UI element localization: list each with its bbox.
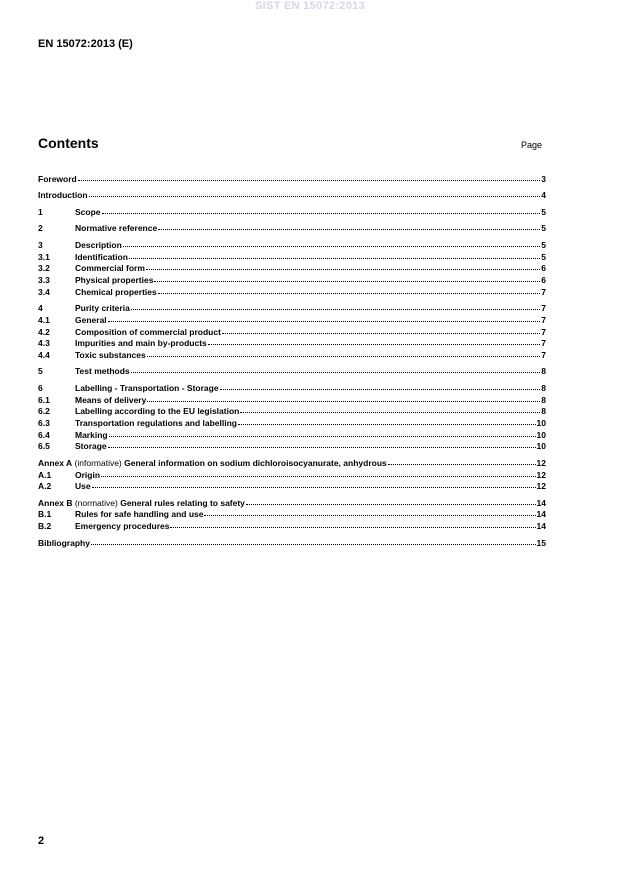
toc-entry-title: Storage bbox=[75, 441, 107, 452]
toc-entry-page: 10 bbox=[536, 417, 546, 428]
toc-dot-leader bbox=[123, 244, 541, 247]
toc-entry[interactable] bbox=[38, 327, 546, 339]
toc-dot-leader bbox=[220, 387, 541, 390]
toc-annex-status: (normative) bbox=[72, 497, 121, 508]
toc-entry[interactable] bbox=[38, 287, 546, 299]
watermark: SIST EN 15072:2013 bbox=[255, 0, 365, 12]
toc-entry[interactable] bbox=[38, 252, 546, 264]
toc-dot-leader bbox=[108, 319, 541, 322]
toc-entry[interactable] bbox=[38, 395, 546, 407]
toc-entry-number: 3.3 bbox=[38, 275, 50, 285]
toc-entry-title: Description bbox=[75, 239, 122, 250]
toc-entry-title bbox=[38, 458, 387, 470]
toc-dot-leader bbox=[222, 331, 540, 334]
toc-entry-number: 6.4 bbox=[38, 429, 50, 440]
toc-dot-leader bbox=[158, 227, 540, 230]
toc-dot-leader bbox=[238, 422, 536, 425]
toc-entry-number: 6.5 bbox=[38, 441, 50, 452]
toc-entry[interactable] bbox=[38, 521, 546, 533]
toc-entry-page: 7 bbox=[541, 349, 546, 360]
toc-entry-page: 14 bbox=[536, 521, 546, 532]
toc-entry-number: 6 bbox=[38, 382, 43, 393]
toc-dot-leader bbox=[158, 291, 541, 294]
toc-dot-leader bbox=[246, 502, 536, 505]
toc-entry[interactable] bbox=[38, 338, 546, 350]
toc-entry-page: 10 bbox=[536, 429, 546, 440]
toc-entry[interactable] bbox=[38, 263, 546, 275]
page-column-label: Page bbox=[521, 140, 543, 150]
toc-dot-leader bbox=[147, 354, 541, 357]
toc-entry-number: 3.4 bbox=[38, 286, 50, 297]
toc-entry[interactable] bbox=[38, 240, 546, 252]
toc-entry[interactable] bbox=[38, 303, 546, 315]
toc-entry-page: 10 bbox=[536, 441, 546, 452]
toc-entry-title: Impurities and main by-products bbox=[75, 338, 207, 349]
toc-dot-leader bbox=[146, 267, 540, 270]
toc-entry-page: 5 bbox=[541, 239, 546, 250]
toc-entry-number: 6.3 bbox=[38, 417, 50, 428]
toc-dot-leader bbox=[170, 525, 535, 528]
toc-entry-number: A.1 bbox=[38, 469, 52, 480]
toc-entry-page: 5 bbox=[541, 223, 546, 234]
toc-entry-title: Identification bbox=[75, 251, 128, 262]
toc-entry-page: 6 bbox=[541, 263, 546, 274]
toc-entry-number: 2 bbox=[38, 223, 43, 234]
toc-entry-title: Use bbox=[75, 481, 91, 492]
toc-entry[interactable] bbox=[38, 315, 546, 327]
toc-entry[interactable] bbox=[38, 418, 546, 430]
toc-entry[interactable] bbox=[38, 366, 546, 378]
toc-annex-label: Annex A bbox=[38, 457, 73, 468]
toc-dot-leader bbox=[154, 279, 540, 282]
toc-entry-number: A.2 bbox=[38, 481, 52, 492]
toc-entry-page: 5 bbox=[541, 206, 546, 217]
toc-entry[interactable] bbox=[38, 509, 546, 521]
toc-entry-title: Introduction bbox=[38, 190, 88, 201]
toc-dot-leader bbox=[91, 542, 536, 545]
toc-dot-leader bbox=[101, 474, 536, 477]
toc-dot-leader bbox=[102, 211, 541, 214]
toc-entry-title: Rules for safe handling and use bbox=[75, 509, 204, 520]
toc-dot-leader bbox=[109, 434, 536, 437]
toc-entry-page: 3 bbox=[541, 174, 546, 184]
toc-entry-page: 7 bbox=[541, 286, 546, 297]
toc-entry-number: 3.1 bbox=[38, 251, 50, 262]
toc-entry-number: 4 bbox=[38, 303, 43, 314]
toc-dot-leader bbox=[131, 307, 540, 310]
toc-entry[interactable] bbox=[38, 538, 546, 550]
toc-entry[interactable] bbox=[38, 174, 546, 186]
toc-entry-number: 4.3 bbox=[38, 338, 50, 349]
toc-entry-title: Commercial form bbox=[75, 263, 145, 274]
toc-entry[interactable] bbox=[38, 470, 546, 482]
toc-entry-page: 7 bbox=[541, 303, 546, 314]
toc-entry-page: 6 bbox=[541, 275, 546, 285]
toc-entry[interactable] bbox=[38, 481, 546, 493]
toc-dot-leader bbox=[89, 194, 541, 197]
toc-entry-page: 7 bbox=[541, 314, 546, 325]
toc-entry-number: 5 bbox=[38, 366, 43, 377]
toc-entry-title bbox=[38, 498, 245, 510]
toc-entry[interactable] bbox=[38, 207, 546, 219]
toc-entry-page: 8 bbox=[541, 394, 546, 405]
toc-entry-title: Toxic substances bbox=[75, 349, 146, 360]
toc-annex-label: Annex B bbox=[38, 497, 73, 508]
toc-entry-page: 12 bbox=[536, 481, 546, 492]
toc-annex-title: General information on sodium dichloroisocyanurate, anhydrous bbox=[124, 457, 387, 468]
toc-entry-number: 3 bbox=[38, 239, 43, 250]
toc-entry-title: Composition of commercial product bbox=[75, 326, 221, 337]
toc-entry-number: 3.2 bbox=[38, 263, 50, 274]
toc-entry-page: 14 bbox=[536, 497, 546, 508]
document-id: EN 15072:2013 (E) bbox=[38, 38, 133, 50]
toc-entry-page: 7 bbox=[541, 338, 546, 349]
toc-entry-title: Chemical properties bbox=[75, 286, 157, 297]
toc-entry-number: 4.4 bbox=[38, 349, 50, 360]
toc-entry[interactable] bbox=[38, 498, 546, 510]
toc-entry-page: 8 bbox=[541, 382, 546, 393]
toc-entry-title: General bbox=[75, 314, 107, 325]
toc-annex-status: (informative) bbox=[72, 457, 125, 468]
toc-entry-title: Bibliography bbox=[38, 537, 90, 548]
page-number: 2 bbox=[38, 835, 45, 847]
toc-dot-leader bbox=[208, 342, 540, 345]
toc-entry-number: 4.1 bbox=[38, 314, 50, 325]
toc-entry-title: Test methods bbox=[75, 366, 130, 377]
toc-entry-page: 5 bbox=[541, 251, 546, 262]
toc-entry[interactable] bbox=[38, 190, 546, 202]
toc-entry-page: 15 bbox=[536, 537, 546, 548]
toc-entry-title: Means of delivery bbox=[75, 394, 147, 405]
toc-entry-page: 4 bbox=[541, 190, 546, 201]
toc-entry[interactable] bbox=[38, 275, 546, 287]
toc-entry[interactable] bbox=[38, 441, 546, 453]
toc-dot-leader bbox=[240, 410, 540, 413]
table-of-contents bbox=[38, 174, 546, 549]
toc-entry-title: Labelling according to the EU legislation bbox=[75, 406, 240, 417]
toc-entry-title: Normative reference bbox=[75, 223, 158, 234]
toc-entry[interactable] bbox=[38, 350, 546, 362]
toc-annex-title: General rules relating to safety bbox=[120, 497, 245, 508]
toc-dot-leader bbox=[388, 462, 536, 465]
contents-heading: Contents bbox=[38, 135, 99, 151]
toc-entry[interactable] bbox=[38, 406, 546, 418]
toc-entry-page: 8 bbox=[541, 366, 546, 377]
toc-entry-page: 14 bbox=[536, 509, 546, 520]
toc-entry-number: B.1 bbox=[38, 509, 52, 520]
toc-dot-leader bbox=[131, 370, 541, 373]
toc-dot-leader bbox=[147, 399, 540, 402]
toc-entry-number: 6.2 bbox=[38, 406, 50, 417]
toc-entry[interactable] bbox=[38, 458, 546, 470]
toc-entry-title: Marking bbox=[75, 429, 108, 440]
toc-entry-number: 1 bbox=[38, 206, 43, 217]
toc-entry-title: Labelling - Transportation - Storage bbox=[75, 382, 219, 393]
toc-entry-title: Origin bbox=[75, 469, 101, 480]
toc-entry-title: Scope bbox=[75, 206, 101, 217]
toc-entry[interactable] bbox=[38, 223, 546, 235]
toc-dot-leader bbox=[129, 256, 540, 259]
toc-entry-page: 8 bbox=[541, 406, 546, 417]
toc-entry-title: Foreword bbox=[38, 174, 77, 184]
toc-entry-title: Emergency procedures bbox=[75, 521, 170, 532]
toc-entry-page: 12 bbox=[536, 457, 546, 468]
toc-dot-leader bbox=[108, 445, 536, 448]
toc-dot-leader bbox=[92, 485, 536, 488]
toc-entry-title: Purity criteria bbox=[75, 303, 130, 314]
toc-entry-number: 6.1 bbox=[38, 394, 50, 405]
toc-dot-leader bbox=[78, 178, 541, 181]
toc-entry-title: Physical properties bbox=[75, 275, 154, 285]
toc-entry-page: 12 bbox=[536, 469, 546, 480]
toc-entry-title: Transportation regulations and labelling bbox=[75, 417, 237, 428]
toc-entry-page: 7 bbox=[541, 326, 546, 337]
toc-entry[interactable] bbox=[38, 383, 546, 395]
toc-entry[interactable] bbox=[38, 430, 546, 442]
toc-dot-leader bbox=[204, 513, 535, 516]
toc-entry-number: B.2 bbox=[38, 521, 52, 532]
toc-entry-number: 4.2 bbox=[38, 326, 50, 337]
